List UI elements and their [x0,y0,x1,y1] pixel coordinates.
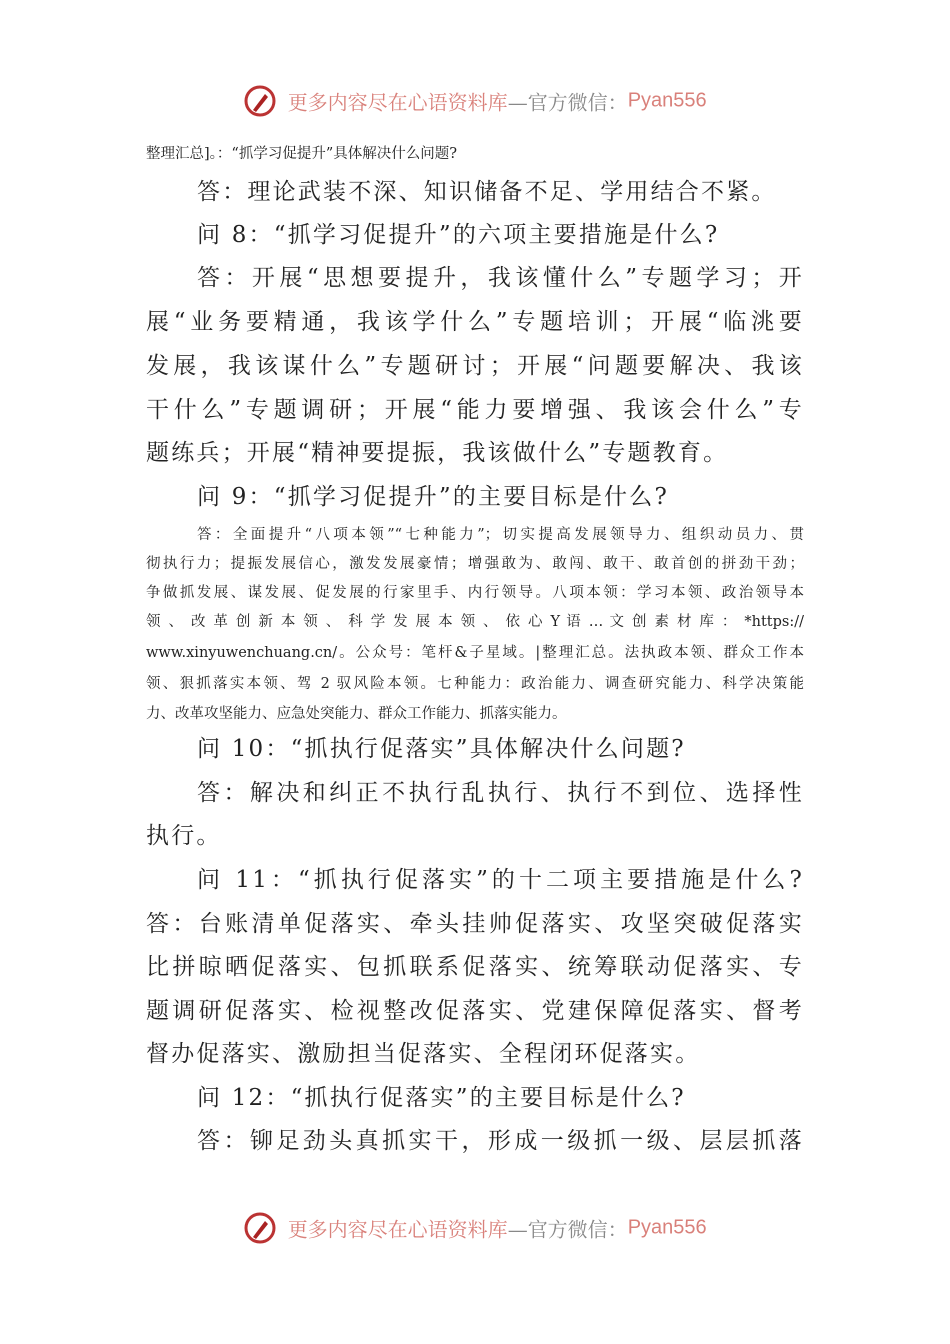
text-line: 答：铆足劲头真抓实干，形成一级抓一级、层层抓落 [197,1128,804,1154]
text-line: 答：开展“思想要提升，我该懂什么”专题学习；开 [197,265,804,291]
pen-logo-icon [243,1211,277,1245]
text-line: 展“业务要精通，我该学什么”专题培训；开展“临洮要 [146,309,804,335]
text-line: 题练兵；开展“精神要提振，我该做什么”专题教育。 [146,440,729,466]
banner-wechat-label: —官方微信： [507,1217,628,1242]
text-line: 答：理论武装不深、知识储备不足、学用结合不紧。 [197,179,777,205]
text-line: 问 9：“抓学习促提升”的主要目标是什么? [197,484,669,510]
text-line: 执行。 [146,823,222,849]
text-line: 问 11：“抓执行促落实”的十二项主要措施是什么? [197,867,804,893]
banner-wechat-id: Pyan556 [627,89,707,112]
text-line: 干什么”专题调研；开展“能力要增强、我该会什么”专 [146,397,804,423]
banner-text: 更多内容尽在心语资料库 [287,90,508,115]
text-line: 问 12：“抓执行促落实”的主要目标是什么? [197,1085,686,1111]
text-line: 答：解决和纠正不执行乱执行、执行不到位、选择性 [197,780,804,806]
text-line: www.xinyuwenchuang.cn/。公众号：笔杆&子星域。|整理汇总。法执政本领、群众工作本 [146,645,804,661]
text-line: 力、改革攻坚能力、应急处突能力、群众工作能力、抓落实能力。 [146,706,567,722]
banner-text: 更多内容尽在心语资料库 [287,1217,508,1242]
text-line: 彻执行力；提振发展信心，激发发展豪情；增强敢为、敢闯、敢干、敢首创的拼劲干劲； [146,556,804,572]
banner-wechat-id: Pyan556 [627,1216,707,1239]
pen-logo-icon [243,84,277,118]
text-line: 发展，我该谋什么”专题研讨；开展“问题要解决、我该 [146,353,804,379]
text-line: 答：全面提升“八项本领”“七种能力”；切实提高发展领导力、组织动员力、贯 [197,527,804,543]
text-line: 督办促落实、激励担当促落实、全程闭环促落实。 [146,1041,701,1067]
text-line: 整理汇总]。：“抓学习促提升”具体解决什么问题? [146,146,458,162]
text-line: 答：台账清单促落实、牵头挂帅促落实、攻坚突破促落实 [146,911,804,937]
text-line: 领 、 改 革 创 新 本 领 、 科 学 发 展 本 领 、 依 心 Y 语 … 文 创 素 材 库 ： *https:// [146,614,804,630]
footer-watermark-banner [0,1211,950,1251]
text-line: 争做抓发展、谋发展、促发展的行家里手、内行领导。八项本领：学习本领、政治领导本 [146,585,804,601]
header-watermark-banner [0,84,950,124]
text-line: 领、狠抓落实本领、驾 2 驭风险本领。七种能力：政治能力、调查研究能力、科学决策能 [146,676,804,692]
text-line: 问 10：“抓执行促落实”具体解决什么问题? [197,736,686,762]
text-line: 题调研促落实、检视整改促落实、党建保障促落实、督考 [146,998,804,1024]
banner-wechat-label: —官方微信： [507,90,628,115]
text-line: 问 8：“抓学习促提升”的六项主要措施是什么? [197,222,720,248]
text-line: 比拼晾晒促落实、包抓联系促落实、统筹联动促落实、专 [146,954,804,980]
